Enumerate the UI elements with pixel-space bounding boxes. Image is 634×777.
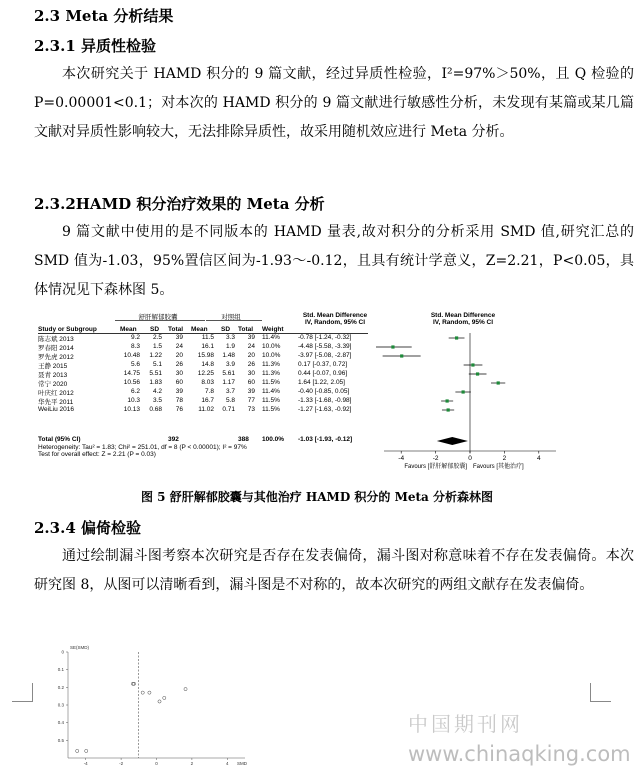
forest-cell-w: 10.0% [262, 352, 281, 359]
group2-underline [206, 320, 262, 321]
forest-cell-sd1: 5.51 [149, 370, 162, 377]
forest-cell-n1: 39 [175, 334, 183, 341]
total-n2: 388 [238, 436, 249, 443]
forest-cell-n2: 73 [247, 406, 255, 413]
funnel-point [76, 749, 79, 752]
funnel-x-tick-label: 2 [190, 761, 194, 766]
col-header-total2: Total [238, 326, 254, 333]
forest-cell-m1: 8.3 [130, 343, 140, 350]
forest-cell-n2: 77 [247, 397, 255, 404]
watermark-chinese: 中国期刊网 [408, 712, 523, 736]
col-header-sd1: SD [150, 326, 160, 333]
forest-cell-m2: 15.98 [197, 352, 214, 359]
forest-cell-sd1: 0.68 [149, 406, 162, 413]
forest-cell-n1: 39 [175, 388, 183, 395]
forest-cell-n2: 20 [247, 352, 255, 359]
forest-tick-label: 4 [536, 455, 541, 462]
col-header-mean2: Mean [191, 326, 208, 333]
col-header-total1: Total [168, 326, 184, 333]
corner-mark-left [12, 683, 33, 702]
forest-cell-sd1: 1.22 [149, 352, 162, 359]
funnel-plot [40, 640, 260, 775]
forest-cell-m2: 11.02 [198, 406, 214, 413]
section-heading-2-3: 2.3 Meta 分析结果 [34, 7, 174, 25]
forest-cell-ci: 0.17 [-0.37, 0.72] [298, 361, 348, 368]
forest-point [462, 390, 465, 393]
forest-cell-m2: 16.7 [201, 397, 214, 404]
favours-right-label: Favours [其他治疗] [473, 464, 524, 470]
group2-header: 对照组 [221, 314, 241, 321]
forest-cell-m2: 7.8 [204, 388, 214, 395]
forest-point [447, 408, 450, 411]
funnel-point [148, 691, 151, 694]
heterogeneity-text: Heterogeneity: Tau² = 1.83; Chi² = 251.01, df = 8 (P < 0.00001); I² = 97% [38, 444, 247, 451]
corner-mark-right [590, 683, 611, 702]
forest-cell-sd1: 1.5 [152, 343, 162, 350]
forest-cell-name: 常宁 2020 [38, 381, 68, 388]
forest-cell-name: 陈志斌 2013 [38, 336, 74, 343]
forest-cell-w: 11.5% [262, 397, 280, 404]
section-heading-2-3-4: 2.3.4 偏倚检验 [34, 519, 141, 537]
funnel-y-tick-label: 0.5 [57, 737, 64, 743]
forest-cell-name: 王静 2015 [38, 363, 68, 370]
forest-cell-ci: -3.97 [-5.08, -2.87] [298, 352, 352, 359]
col-header-mean1: Mean [120, 326, 137, 333]
forest-cell-name: 华先平 2011 [38, 399, 74, 406]
funnel-point [158, 700, 161, 703]
forest-tick-label: 0 [468, 455, 472, 462]
forest-cell-sd2: 3.9 [225, 361, 235, 368]
forest-cell-m1: 6.2 [130, 388, 140, 395]
funnel-y-tick-label: 0.4 [57, 720, 64, 726]
col-header-sd2: SD [221, 326, 231, 333]
funnel-point [141, 691, 144, 694]
funnel-y-tick-label: 0 [61, 649, 64, 655]
forest-diamond [437, 437, 468, 445]
funnel-y-label: SE(SMD) [70, 645, 89, 650]
forest-cell-name: 罗先虎 2012 [38, 354, 74, 361]
forest-cell-name: WeiLiu 2016 [38, 406, 75, 413]
forest-cell-n2: 39 [247, 388, 255, 395]
forest-cell-sd2: 3.3 [225, 334, 235, 341]
forest-cell-sd2: 5.8 [225, 397, 235, 404]
funnel-x-tick-label: -4 [83, 761, 88, 766]
funnel-point [85, 749, 88, 752]
forest-cell-m1: 10.48 [123, 352, 140, 359]
forest-cell-sd2: 5.61 [222, 370, 235, 377]
forest-cell-w: 11.5% [262, 406, 280, 413]
forest-point [400, 354, 403, 357]
watermark-url: www.chinaqking.com [408, 742, 631, 766]
forest-cell-ci: -1.27 [-1.63, -0.92] [298, 406, 352, 413]
forest-cell-sd2: 3.7 [225, 388, 235, 395]
forest-cell-n1: 76 [175, 406, 183, 413]
funnel-y-tick-label: 0.1 [57, 667, 64, 673]
overall-effect-text: Test for overall effect: Z = 2.21 (P = 0.03) [38, 451, 156, 458]
forest-cell-name: 罗春阳 2014 [38, 345, 74, 352]
effect-header-1: Std. Mean Difference [302, 312, 368, 319]
forest-cell-m1: 10.3 [127, 397, 140, 404]
forest-cell-sd1: 3.5 [152, 397, 162, 404]
forest-cell-n1: 60 [175, 379, 183, 386]
forest-cell-m2: 14.8 [201, 361, 214, 368]
forest-cell-w: 11.4% [262, 388, 280, 395]
forest-plot [38, 312, 568, 474]
forest-cell-w: 11.3% [262, 361, 280, 368]
forest-cell-n2: 39 [247, 334, 255, 341]
forest-cell-sd1: 5.1 [152, 361, 162, 368]
section-heading-2-3-2: 2.3.2HAMD 积分治疗效果的 Meta 分析 [34, 195, 325, 213]
forest-cell-ci: 0.44 [-0.07, 0.96] [298, 370, 348, 377]
section-heading-2-3-1: 2.3.1 异质性检验 [34, 37, 156, 55]
col-header-weight: Weight [262, 326, 284, 333]
forest-cell-sd2: 1.9 [225, 343, 235, 350]
forest-cell-m1: 14.75 [123, 370, 140, 377]
forest-tick-label: -2 [432, 455, 439, 462]
paragraph-heterogeneity: 本次研究关于 HAMD 积分的 9 篇文献，经过异质性检验，I²=97%＞50%，且 Q 检验的 P=0.00001<0.1；对本次的 HAMD 积分的 9 篇文献进行敏感性分析，未发现有某篇或某几篇文献对异质性影响较大，无法排除异质性，故采用随机效应进行 Meta 分析。 [34, 66, 634, 140]
forest-cell-ci: -4.48 [-5.58, -3.39] [298, 343, 352, 350]
forest-point [471, 363, 474, 366]
forest-cell-n1: 20 [175, 352, 183, 359]
forest-cell-w: 10.0% [262, 343, 281, 350]
forest-tick-label: 2 [502, 455, 507, 462]
effect-header-2: Std. Mean Difference [430, 312, 496, 319]
funnel-x-tick-label: 4 [226, 761, 229, 766]
forest-point [476, 372, 479, 375]
effect-subheader-2: IV, Random, 95% CI [432, 319, 494, 326]
total-weight: 100.0% [262, 436, 285, 443]
forest-cell-w: 11.3% [262, 370, 280, 377]
funnel-x-tick-label: -2 [119, 761, 124, 766]
forest-cell-name: 聂青 2013 [38, 372, 68, 379]
forest-cell-sd2: 0.71 [222, 406, 235, 413]
forest-cell-sd1: 4.2 [152, 388, 162, 395]
funnel-point [184, 688, 187, 691]
forest-cell-m2: 16.1 [201, 343, 214, 350]
forest-cell-n1: 24 [175, 343, 183, 350]
funnel-x-tick-label: 0 [155, 761, 158, 766]
paragraph-bias-test: 通过绘制漏斗图考察本次研究是否存在发表偏倚，漏斗图对称意味着不存在发表偏倚。本次研究图 8，从图可以清晰看到，漏斗图是不对称的，故本次研究的两组文献存在发表偏倚。 [34, 548, 634, 593]
forest-cell-sd2: 1.17 [222, 379, 235, 386]
forest-cell-m1: 10.13 [123, 406, 140, 413]
forest-cell-n1: 26 [175, 361, 183, 368]
funnel-point [163, 696, 166, 699]
forest-cell-n1: 78 [175, 397, 183, 404]
forest-cell-ci: 1.64 [1.22, 2.05] [298, 379, 345, 386]
forest-plot-graphic [376, 333, 568, 474]
forest-cell-n2: 24 [247, 343, 255, 350]
total-ci: -1.03 [-1.93, -0.12] [298, 436, 353, 443]
favours-left-label: Favours [舒肝解郁胶囊] [404, 464, 467, 470]
funnel-y-tick-label: 0.3 [57, 702, 64, 708]
forest-cell-sd1: 1.83 [149, 379, 162, 386]
forest-point [497, 381, 500, 384]
forest-cell-n2: 30 [247, 370, 255, 377]
forest-cell-n2: 26 [247, 361, 255, 368]
group1-underline [115, 320, 205, 321]
figure-5-caption: 图 5 舒肝解郁胶囊与其他治疗 HAMD 积分的 Meta 分析森林图 [141, 490, 493, 504]
forest-cell-m1: 5.6 [130, 361, 140, 368]
forest-cell-n1: 30 [175, 370, 183, 377]
forest-cell-ci: -0.40 [-0.85, 0.05] [298, 388, 350, 395]
forest-cell-ci: -0.78 [-1.24, -0.32] [298, 334, 352, 341]
paragraph-meta-analysis: 9 篇文献中使用的是不同版本的 HAMD 量表,故对积分的分析采用 SMD 值,研究汇总的 SMD 值为-1.03，95%置信区间为-1.93～-0.12，且具有统计学意义，Z=2.21，P<0.05，具体情况见下森林图 5。 [34, 224, 634, 298]
forest-cell-name: 叶庆红 2012 [38, 390, 74, 397]
forest-cell-ci: -1.33 [-1.68, -0.98] [298, 397, 352, 404]
forest-point [446, 399, 449, 402]
forest-point [455, 336, 458, 339]
forest-cell-m2: 12.25 [197, 370, 214, 377]
effect-subheader-1: IV, Random, 95% CI [304, 319, 366, 326]
forest-cell-m2: 11.5 [201, 334, 214, 341]
forest-cell-m1: 9.2 [130, 334, 140, 341]
forest-cell-w: 11.4% [262, 334, 280, 341]
forest-cell-m1: 10.56 [123, 379, 140, 386]
forest-cell-sd2: 1.48 [222, 352, 235, 359]
forest-cell-m2: 8.03 [201, 379, 214, 386]
total-label: Total (95% CI) [38, 436, 81, 443]
total-n1: 392 [168, 436, 179, 443]
forest-cell-w: 11.5% [262, 379, 280, 386]
forest-cell-n2: 60 [247, 379, 255, 386]
group1-header: 舒肝解郁胶囊 [138, 314, 178, 321]
forest-point [391, 345, 394, 348]
col-header-study: Study or Subgroup [38, 326, 97, 333]
funnel-x-label: SMD [237, 761, 247, 766]
forest-tick-label: -4 [398, 455, 405, 462]
forest-cell-sd1: 2.5 [152, 334, 162, 341]
funnel-y-tick-label: 0.2 [57, 684, 64, 690]
